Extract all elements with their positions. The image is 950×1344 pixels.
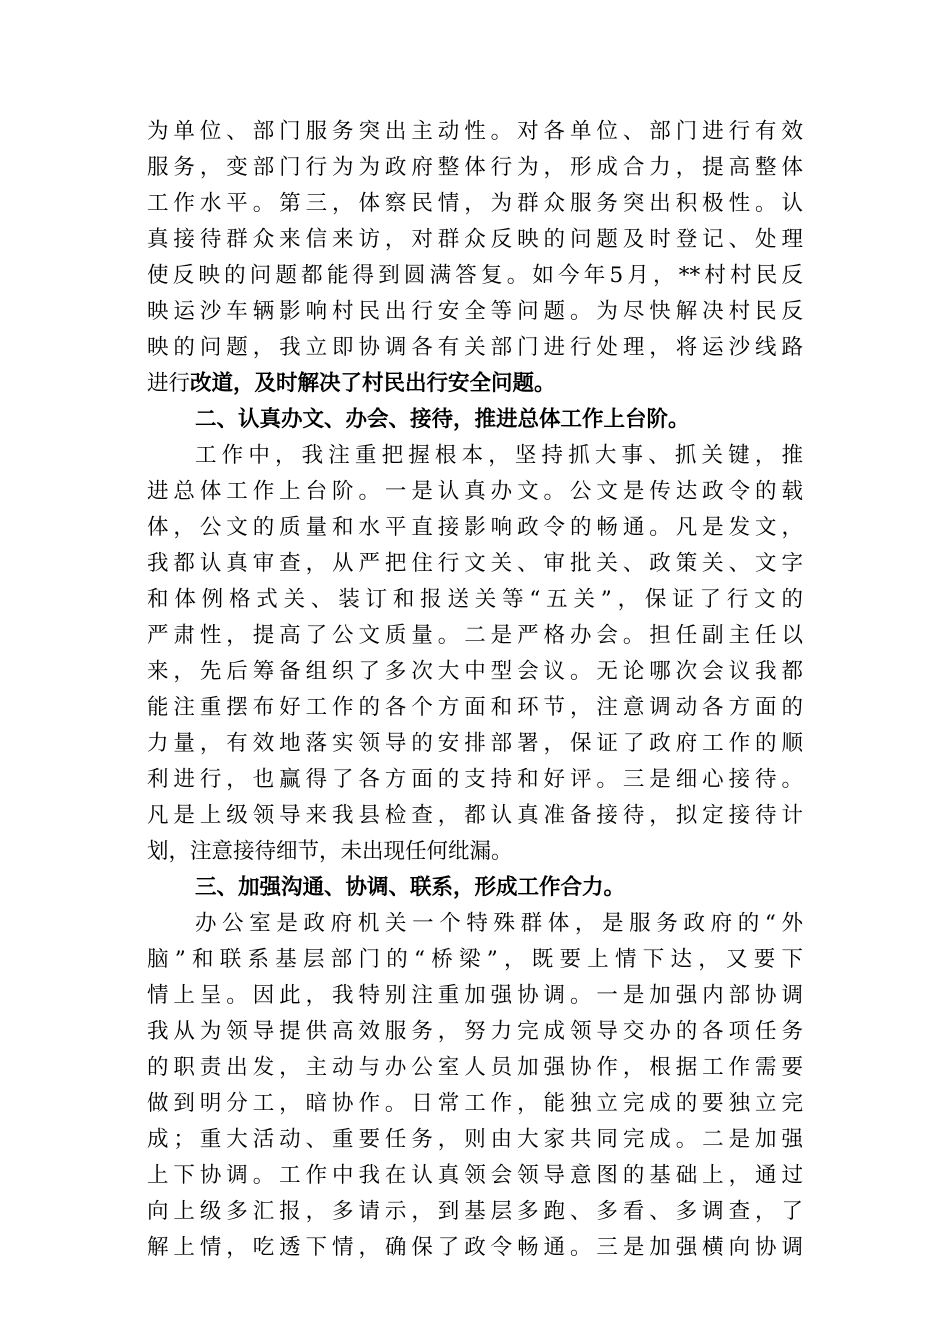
text-line: 办公室是政府机关一个特殊群体，是服务政府的“外 [195,911,803,936]
text-line: 映运沙车辆影响村民出行安全等问题。为尽快解决村民反 [147,299,803,324]
text-line: 工作水平。第三，体察民情，为群众服务突出积极性。认 [147,191,803,216]
text-line: 情上呈。因此，我特别注重加强协调。一是加强内部协调 [147,983,803,1008]
text-line: 向上级多汇报，多请示，到基层多跑、多看、多调查，了 [147,1199,803,1224]
text-line: 体，公文的质量和水平直接影响政令的畅通。凡是发文， [147,515,803,540]
text-line: 做到明分工，暗协作。日常工作，能独立完成的要独立完 [147,1091,803,1116]
text-line: 为单位、部门服务突出主动性。对各单位、部门进行有效 [147,119,803,144]
text-line: 力量，有效地落实领导的安排部署，保证了政府工作的顺 [147,731,803,756]
text-line: 划，注意接待细节，未出现任何纰漏。 [147,839,513,864]
text-line: 进总体工作上台阶。一是认真办文。公文是传达政令的载 [147,479,803,504]
text-line: 我都认真审查，从严把住行文关、审批关、政策关、文字 [147,551,803,576]
text-line: 和体例格式关、装订和报送关等“五关”，保证了行文的 [147,587,803,612]
text-line: 来，先后筹备组织了多次大中型会议。无论哪次会议我都 [147,659,803,684]
text-line: 的职责出发，主动与办公室人员加强协作，根据工作需要 [147,1055,803,1080]
text-line: 服务，变部门行为为政府整体行为，形成合力，提高整体 [147,155,803,180]
section-heading: 三、加强沟通、协调、联系，形成工作合力。 [195,875,626,900]
text-line: 利进行，也赢得了各方面的支持和好评。三是细心接待。 [147,767,803,792]
text-line: 解上情，吃透下情，确保了政令畅通。三是加强横向协调 [147,1235,803,1260]
section-heading: 二、认真办文、办会、接待，推进总体工作上台阶。 [195,407,690,432]
text-line: 真接待群众来信来访，对群众反映的问题及时登记、处理 [147,227,803,252]
text-line: 我从为领导提供高效服务，努力完成领导交办的各项任务 [147,1019,803,1044]
text-line [147,366,803,402]
text-line: 凡是上级领导来我县检查，都认真准备接待，拟定接待计 [147,803,803,828]
bold-text-span: 改道，及时解决了村民出行安全问题。 [190,371,556,396]
text-line: 脑”和联系基层部门的“桥梁”，既要上情下达，又要下 [147,947,803,972]
text-line: 使反映的问题都能得到圆满答复。如今年5月，**村村民反 [147,263,803,288]
text-line: 成；重大活动、重要任务，则由大家共同完成。二是加强 [147,1127,803,1152]
text-span: 进行 [147,371,191,396]
text-line: 能注重摆布好工作的各个方面和环节，注意调动各方面的 [147,695,803,720]
text-line: 工作中，我注重把握根本，坚持抓大事、抓关键，推 [195,443,803,468]
text-line: 上下协调。工作中我在认真领会领导意图的基础上，通过 [147,1163,803,1188]
text-line: 映的问题，我立即协调各有关部门进行处理，将运沙线路 [147,335,803,360]
text-line: 严肃性，提高了公文质量。二是严格办会。担任副主任以 [147,623,803,648]
